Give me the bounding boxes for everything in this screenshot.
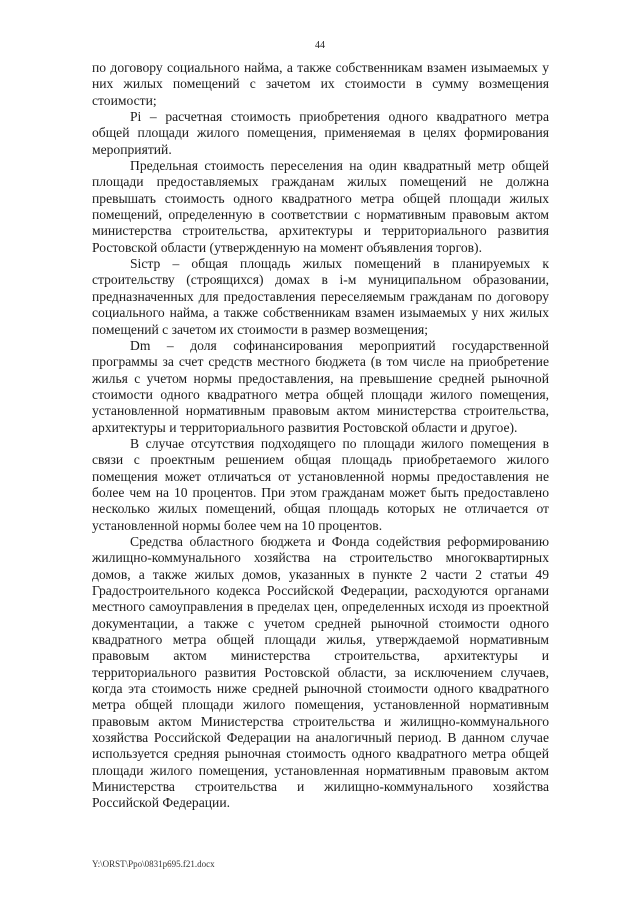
paragraph-dm-definition: Dm – доля софинансирования мероприятий государственной программы за счет средств местного бюджета (в том числе на приобретение жилья с учетом нормы предоставления, на превышение средней рыночной стоимости одного квадратного метра общей площади жилого помещения, установленной нормативным правовым актом министерства строительства, архитектуры и территориального развития Ростовской области и другое). xyxy=(92,337,549,435)
paragraph-max-cost: Предельная стоимость переселения на один квадратный метр общей площади предоставляемых гражданам жилых помещений не должна превышать стоимость одного квадратного метра общей площади жилых помещений, определенную в соответствии с нормативным правовым актом министерства строительства, архитектуры и территориального развития Ростовской области (утвержденную на момент объявления торгов). xyxy=(92,158,549,255)
document-body xyxy=(92,60,549,812)
paragraph-budget-funds: Средства областного бюджета и Фонда содействия реформированию жилищно-коммунального хозяйства на строительство многоквартирных домов, а также жилых домов, указанных в пункте 2 части 2 статьи 49 Градостроительного кодекса Российской Федерации, расходуются органами местного самоуправления в пределах цен, определенных исходя из проектной документации, а также с учетом средней рыночной стоимости одного квадратного метра общей площади жилья, утверждаемой нормативным правовым актом министерства строительства, архитектуры и территориального развития Ростовской области, за исключением случаев, когда эта стоимость ниже средней рыночной стоимости одного квадратного метра общей площади жилого помещения, установленной нормативным правовым актом Министерства строительства и жилищно-коммунального хозяйства Российской Федерации на аналогичный период. В данном случае используется средняя рыночная стоимость одного квадратного метра общей площади жилого помещения, установленная нормативным правовым актом Министерства строительства и жилищно-коммунального хозяйства Российской Федерации. xyxy=(92,533,549,811)
page-number: 44 xyxy=(315,40,325,51)
paragraph-pi-definition: Pi – расчетная стоимость приобретения одного квадратного метра общей площади жилого помещения, применяемая в целях формирования мероприятий. xyxy=(92,109,549,157)
file-path-footer: Y:\ORST\Ppo\0831p695.f21.docx xyxy=(92,859,215,869)
paragraph-area-deviation: В случае отсутствия подходящего по площади жилого помещения в связи с проектным решением общая площадь приобретаемого жилого помещения может отличаться от установленной нормы предоставления не более чем на 10 процентов. При этом гражданам может быть предоставлено несколько жилых помещений, общая площадь которых не отличается от установленной нормы более чем на 10 процентов. xyxy=(92,435,549,533)
paragraph-sictr-definition: Sicтр – общая площадь жилых помещений в планируемых к строительству (строящихся) домах в i-м муниципальном образовании, предназначенных для предоставления переселяемым гражданам по договору социального найма, а также собственникам взамен изымаемых у них жилых помещений с зачетом их стоимости в размер возмещения; xyxy=(92,256,549,337)
paragraph-continuation: по договору социального найма, а также собственникам взамен изымаемых у них жилых помещений с зачетом их стоимости в сумму возмещения стоимости; xyxy=(92,60,549,108)
